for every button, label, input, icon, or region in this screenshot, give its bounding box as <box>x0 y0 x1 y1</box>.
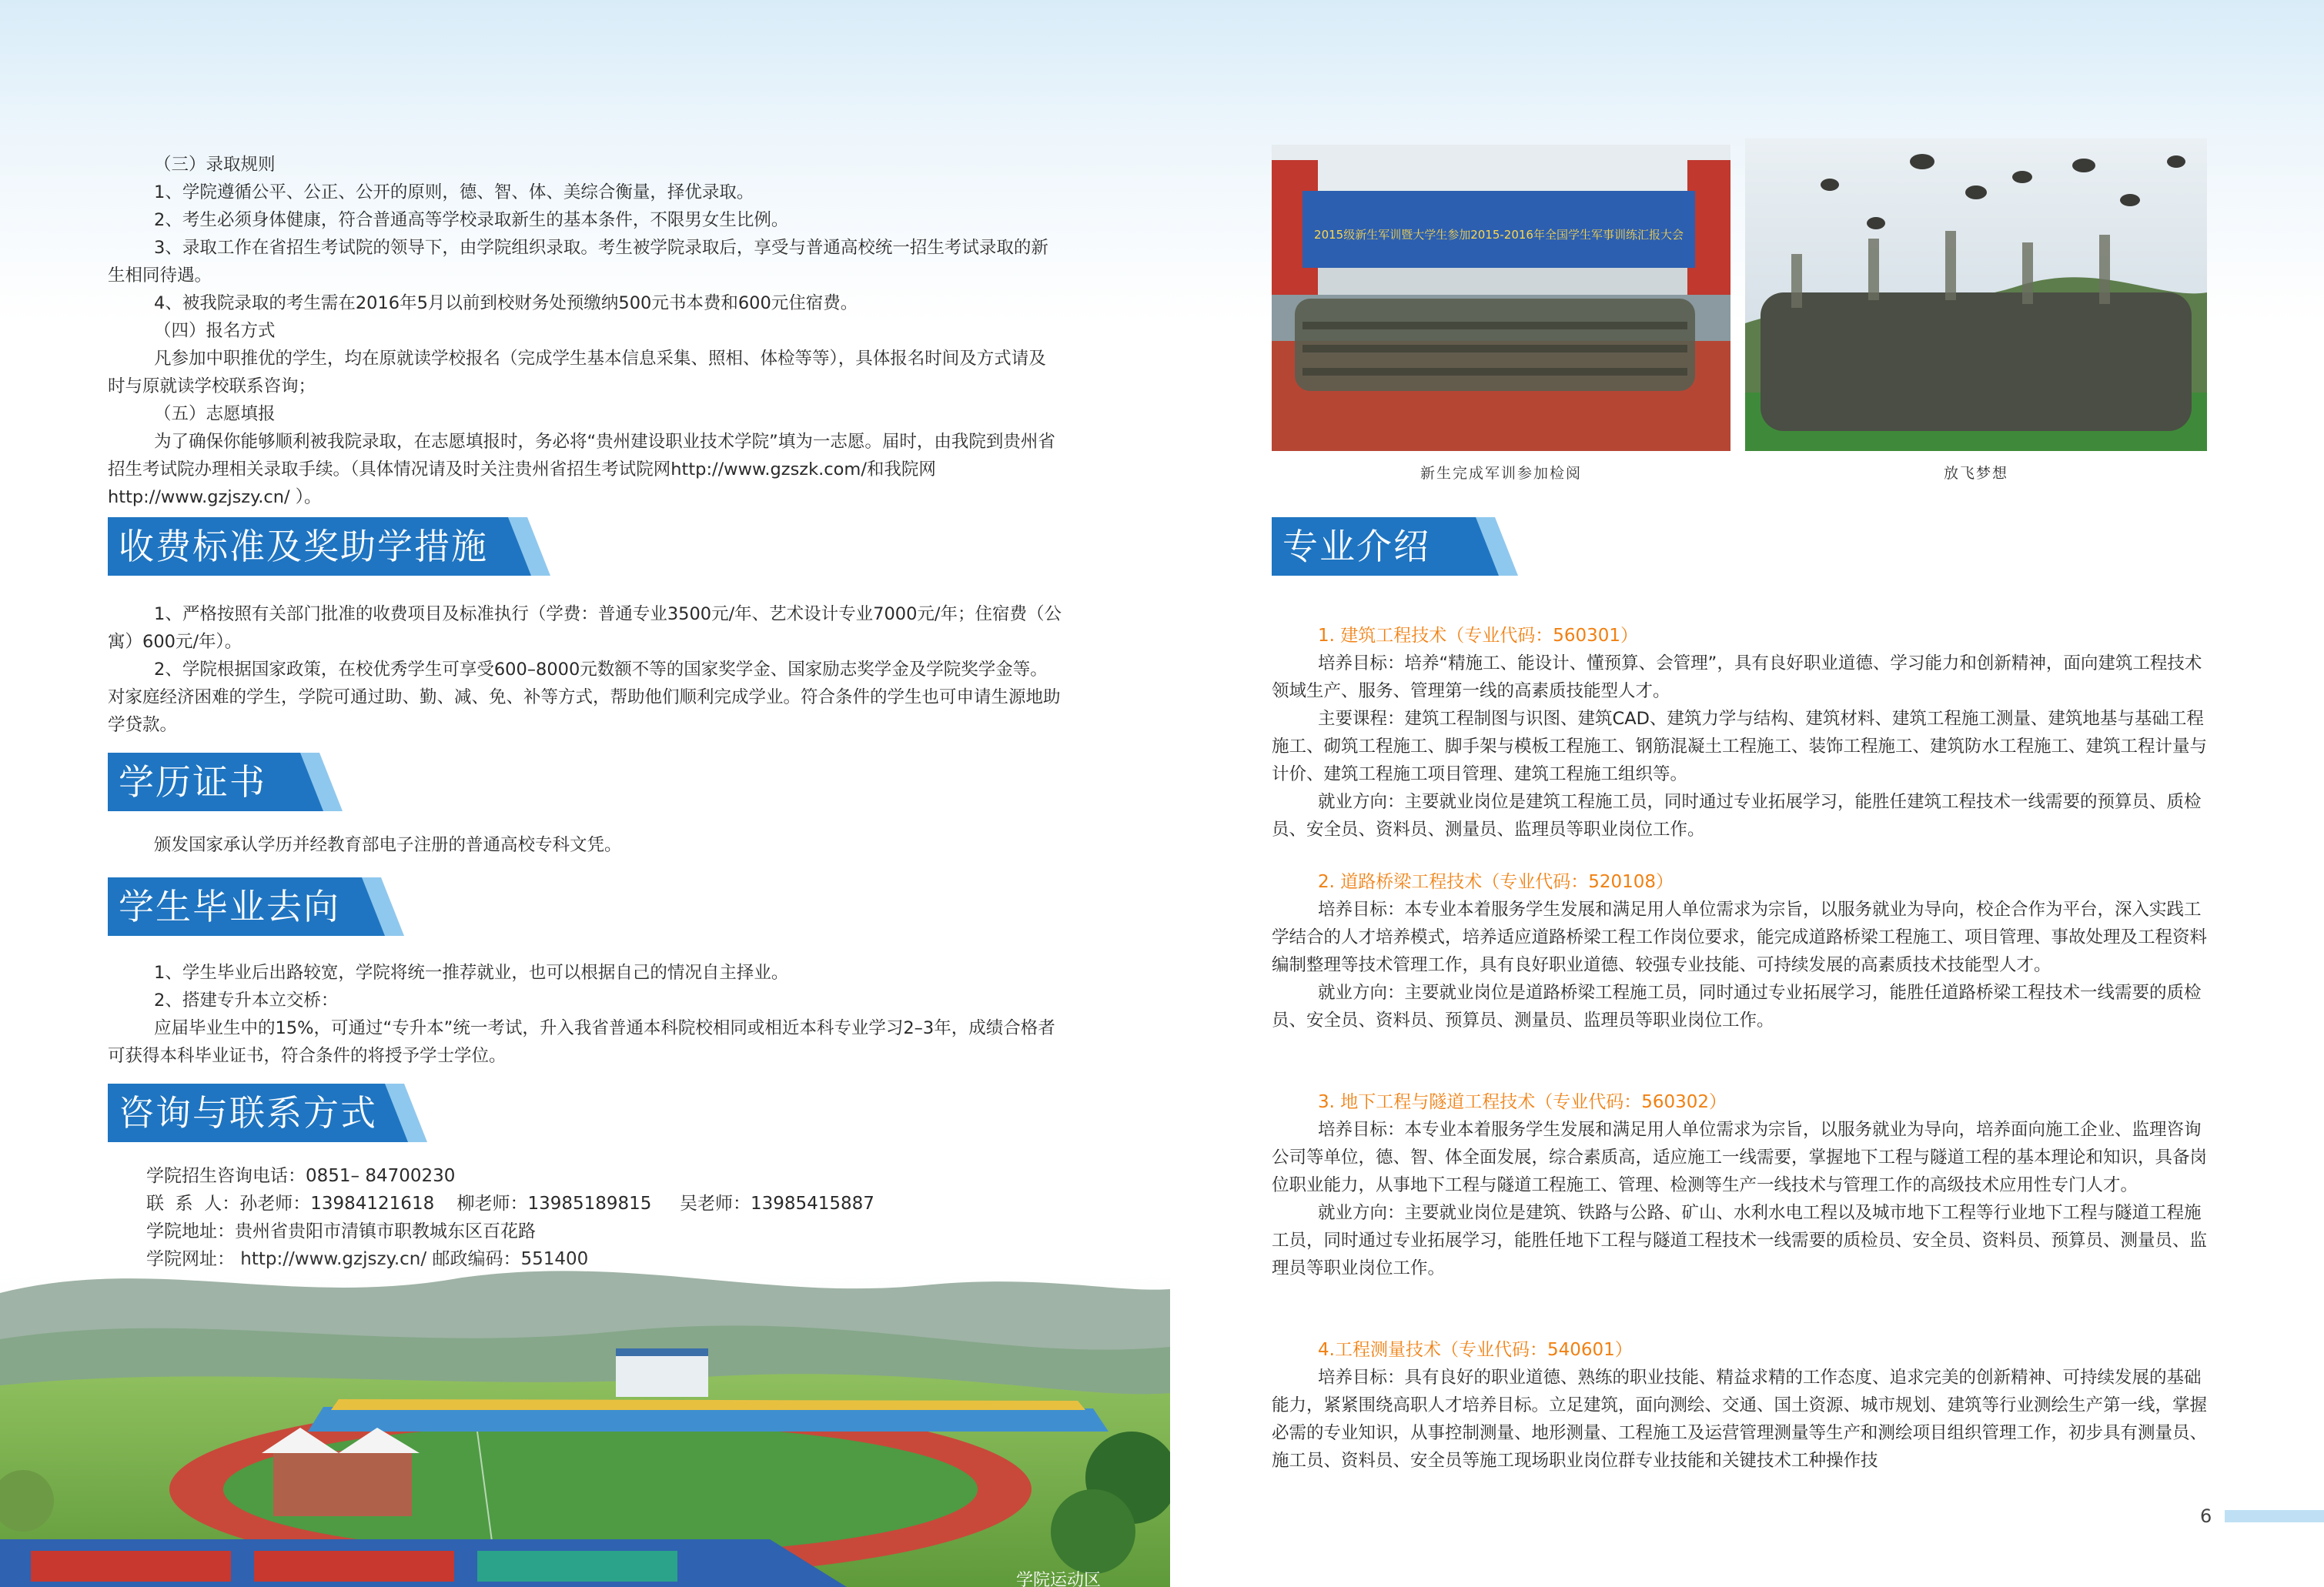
admission-rule-1: 1、学院遵循公平、公正、公开的原则，德、智、体、美综合衡量，择优录取。 <box>154 182 754 202</box>
major-4-title: 4.工程测量技术（专业代码：540601） <box>1318 1340 1633 1360</box>
contact-phone: 学院招生咨询电话：0851– 84700230 <box>146 1166 456 1186</box>
contact-address: 学院地址：贵州省贵阳市清镇市职教城东区百花路 <box>146 1221 536 1241</box>
campus-sports-area-photo <box>0 1247 1170 1587</box>
major-1 <box>1272 622 2215 844</box>
major-2-career: 就业方向：主要就业岗位是道路桥梁工程施工员，同时通过专业拓展学习，能胜任道路桥梁工程技术一线需要的质检员、安全员、资料员、预算员、测量员、监理员等职业岗位工作。 <box>1272 983 2202 1031</box>
admission-rules-heading: （三）录取规则 <box>154 155 276 175</box>
page-number-bar <box>2225 1510 2324 1522</box>
major-1-title: 1. 建筑工程技术（专业代码：560301） <box>1318 626 1639 646</box>
major-2 <box>1272 868 2215 1034</box>
diploma-text: 颁发国家承认学历并经教育部电子注册的普通高校专科文凭。 <box>154 835 622 855</box>
military-training-parade-photo <box>1272 145 1730 451</box>
major-2-title: 2. 道路桥梁工程技术（专业代码：520108） <box>1318 872 1674 892</box>
diploma-section-title: 学历证书 <box>108 753 334 811</box>
major-1-career: 就业方向：主要就业岗位是建筑工程施工员，同时通过专业拓展学习，能胜任建筑工程技术一线需要的预算员、质检员、安全员、资料员、测量员、监理员等职业岗位工作。 <box>1272 792 2202 840</box>
graduation-section <box>108 959 1062 1070</box>
throwing-hats-caption: 放飞梦想 <box>1943 465 2008 482</box>
graduation-item-2: 2、搭建专升本立交桥： <box>154 991 339 1011</box>
graduation-section-title: 学生毕业去向 <box>108 877 396 936</box>
major-2-goal: 培养目标：本专业本着服务学生发展和满足用人单位需求为宗旨，以服务就业为导向，校企合作为平台，深入实践工学结合的人才培养模式，培养适应道路桥梁工程工作岗位要求，能完成道路桥梁工程施工、项目管理、事故处理及工程资料编制整理等技术管理工作，具有良好职业道德、较强专业技能、可持续发展的高素质技术技能型人才。 <box>1272 900 2208 975</box>
parade-banner-text: 2015级新生军训暨大学生参加2015-2016年全国学生军事训练汇报大会 <box>1314 228 1684 242</box>
contact-persons: 联 系 人：孙老师：13984121618 柳老师：13985189815 吴老师：13985415887 <box>146 1194 874 1214</box>
majors-section-title: 专业介绍 <box>1272 517 1510 576</box>
fees-section <box>108 600 1062 739</box>
fees-item-2: 2、学院根据国家政策，在校优秀学生可享受600–8000元数额不等的国家奖学金、国家励志奖学金及学院奖学金等。对家庭经济困难的学生，学院可通过助、勤、减、免、补等方式，帮助他们顺利完成学业。符合条件的学生也可申请生源地助学贷款。 <box>108 660 1061 735</box>
application-heading: （五）志愿填报 <box>154 404 276 424</box>
campus-illustration <box>0 1247 1170 1587</box>
registration-text: 凡参加中职推优的学生，均在原就读学校报名（完成学生基本信息采集、照相、体检等等），具体报名时间及方式请及时与原就读学校联系咨询； <box>108 349 1046 396</box>
fees-section-title: 收费标准及奖助学措施 <box>108 517 550 576</box>
admission-section <box>108 151 1062 511</box>
admission-rule-3: 3、录取工作在省招生考试院的领导下，由学院组织录取。考生被学院录取后，享受与普通高校统一招生考试录取的新生相同待遇。 <box>108 238 1048 286</box>
application-text: 为了确保你能够顺利被我院录取，在志愿填报时，务必将“贵州建设职业技术学院”填为一志愿。届时，由我院到贵州省招生考试院办理相关录取手续。（具体情况请及时关注贵州省招生考试院网http://www.gzszk.com/和我院网http://www.gzjszy.cn/ ）。 <box>108 432 1055 507</box>
admission-rule-4: 4、被我院录取的考生需在2016年5月以前到校财务处预缴纳500元书本费和600元住宿费。 <box>154 293 858 313</box>
graduation-item-3: 应届毕业生中的15%，可通过“专升本”统一考试，升入我省普通本科院校相同或相近本科专业学习2–3年，成绩合格者可获得本科毕业证书，符合条件的将授予学士学位。 <box>108 1018 1055 1066</box>
major-3-title: 3. 地下工程与隧道工程技术（专业代码：560302） <box>1318 1092 1727 1112</box>
major-4 <box>1272 1336 2215 1475</box>
major-4-goal: 培养目标：具有良好的职业道德、熟练的职业技能、精益求精的工作态度、追求完美的创新精神、可持续发展的基础能力，紧紧围绕高职人才培养目标。立足建筑，面向测绘、交通、国土资源、城市规划、建筑等行业测绘生产第一线，掌握必需的专业知识，从事控制测量、地形测量、工程施工及运营管理测量等生产和测绘项目组织管理工作，初步具有测量员、施工员、资料员、安全员等施工现场职业岗位群专业技能和关键技术工种操作技 <box>1272 1368 2208 1471</box>
diploma-section <box>108 831 1062 859</box>
major-3 <box>1272 1088 2215 1282</box>
page-number: 6 <box>2200 1505 2212 1527</box>
contact-section-title: 咨询与联系方式 <box>108 1084 419 1142</box>
graduation-item-1: 1、学生毕业后出路较宽，学院将统一推荐就业，也可以根据自己的情况自主择业。 <box>154 963 789 983</box>
admission-rule-2: 2、考生必须身体健康，符合普通高等学校录取新生的基本条件，不限男女生比例。 <box>154 210 789 230</box>
major-1-goal: 培养目标：培养“精施工、能设计、懂预算、会管理”，具有良好职业道德、学习能力和创新精神，面向建筑工程技术领域生产、服务、管理第一线的高素质技能型人才。 <box>1272 653 2202 701</box>
campus-caption: 学院运动区 <box>1016 1571 1102 1587</box>
major-1-courses: 主要课程：建筑工程制图与识图、建筑CAD、建筑力学与结构、建筑材料、建筑工程施工测量、建筑地基与基础工程施工、砌筑工程施工、脚手架与模板工程施工、钢筋混凝土工程施工、装饰工程施工、建筑防水工程施工、建筑工程计量与计价、建筑工程施工项目管理、建筑工程施工组织等。 <box>1272 709 2208 784</box>
major-3-career: 就业方向：主要就业岗位是建筑、铁路与公路、矿山、水利水电工程以及城市地下工程等行业地下工程与隧道工程施工员，同时通过专业拓展学习，能胜任地下工程与隧道工程技术一线需要的质检员、安全员、资料员、预算员、测量员、监理员等职业岗位工作。 <box>1272 1203 2208 1278</box>
major-3-goal: 培养目标：本专业本着服务学生发展和满足用人单位需求为宗旨，以服务就业为导向，培养面向施工企业、监理咨询公司等单位，德、智、体全面发展，综合素质高，适应施工一线需要，掌握地下工程与隧道工程的基本理论和知识，具备岗位职业能力，从事地下工程与隧道工程施工、管理、检测等生产一线技术与管理工作的高级技术应用性专门人才。 <box>1272 1120 2208 1195</box>
fees-item-1: 1、严格按照有关部门批准的收费项目及标准执行（学费：普通专业3500元/年、艺术设计专业7000元/年；住宿费（公寓）600元/年）。 <box>108 604 1062 652</box>
parade-photo-caption: 新生完成军训参加检阅 <box>1419 465 1582 482</box>
throwing-hats-photo <box>1745 139 2207 451</box>
registration-heading: （四）报名方式 <box>154 321 276 341</box>
